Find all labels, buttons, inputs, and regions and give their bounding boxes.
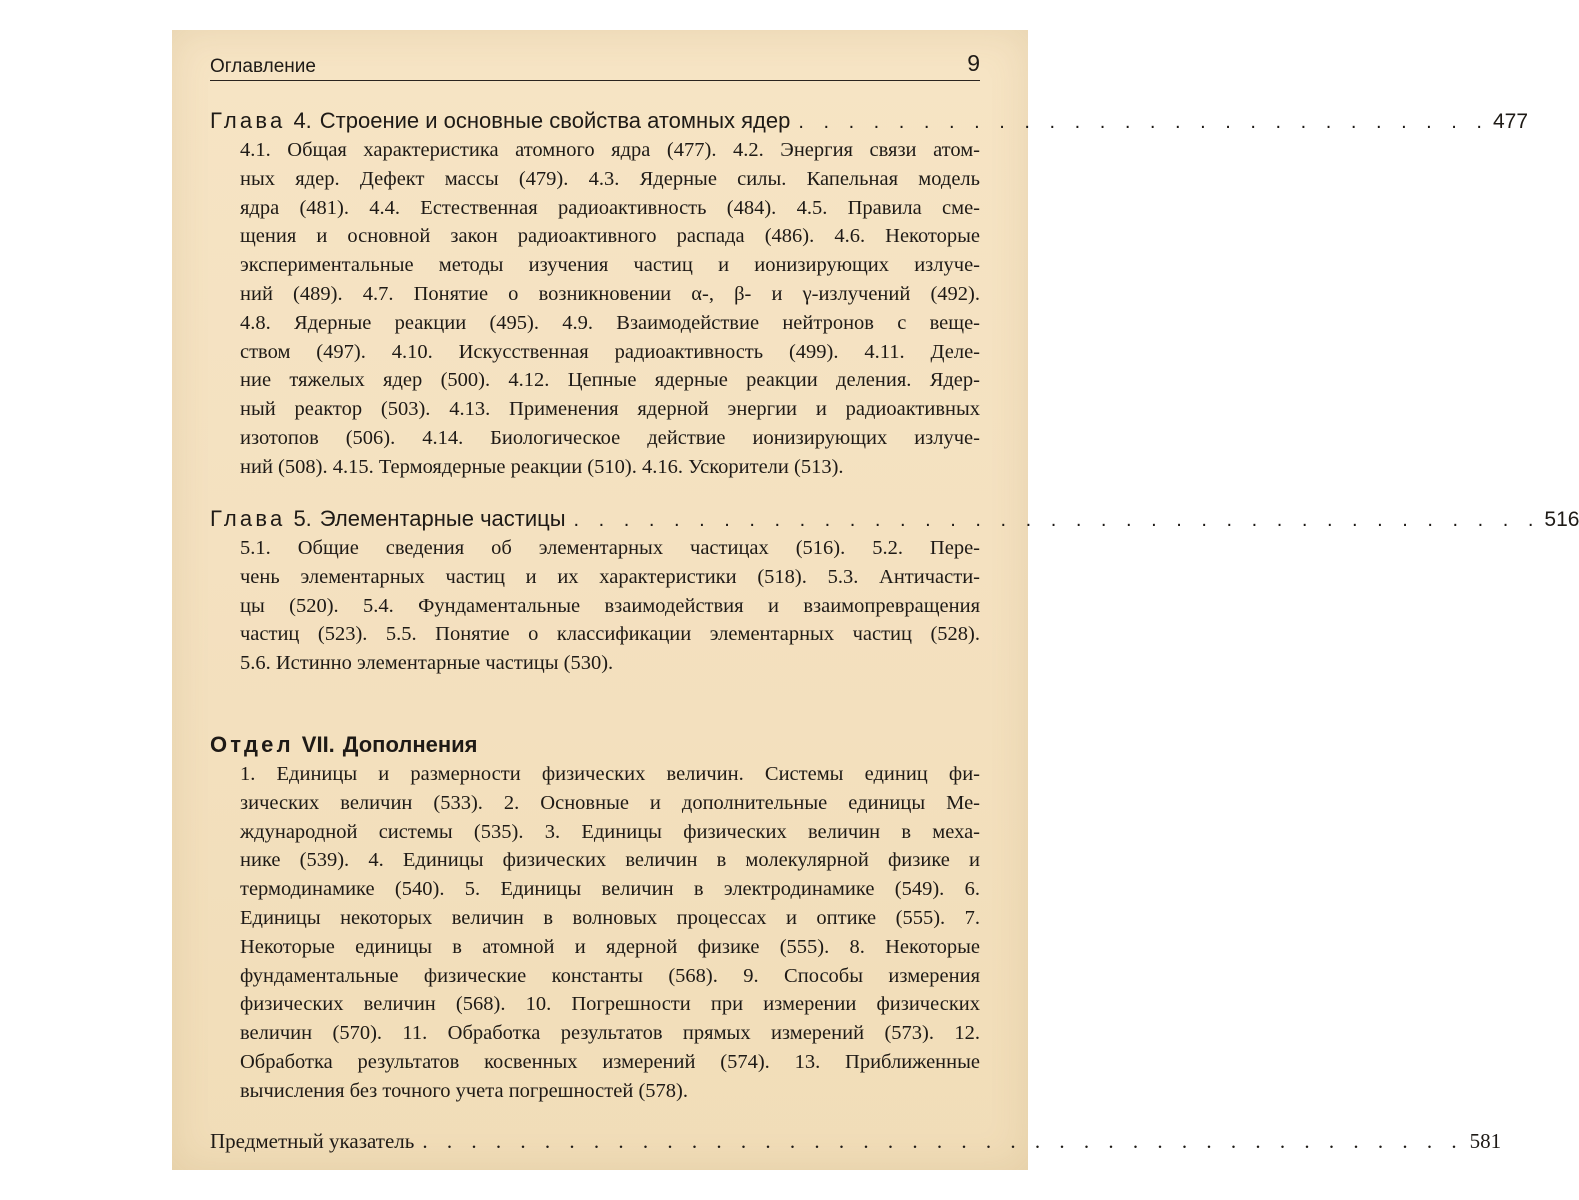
text-line: физических величин (568). 10. Погрешности при измерении физических: [240, 993, 980, 1016]
toc-entry-part-7: [210, 730, 980, 1106]
page-number: 9: [967, 50, 980, 76]
chapter-number: 4.: [293, 108, 312, 133]
text-line: 4.8. Ядерные реакции (495). 4.9. Взаимодействие нейтронов с веще-: [240, 311, 980, 334]
text-line: ждународной системы (535). 3. Единицы физических величин в меха-: [240, 820, 980, 843]
text-line: ством (497). 4.10. Искусственная радиоактивность (499). 4.11. Деле-: [240, 340, 980, 363]
running-head: [210, 48, 980, 81]
part-number: VII.: [301, 732, 335, 757]
chapter-number: 5.: [293, 506, 312, 531]
text-line: ядра (481). 4.4. Естественная радиоактивность (484). 4.5. Правила сме-: [240, 196, 980, 219]
text-line: щения и основной закон радиоактивного распада (486). 4.6. Некоторые: [240, 225, 980, 248]
toc-entry-chapter-4: [210, 106, 1529, 482]
text-line: 5.1. Общие сведения об элементарных частицах (516). 5.2. Пере-: [240, 537, 980, 559]
chapter-title: Элементарные частицы: [319, 506, 566, 531]
text-line: Обработка результатов косвенных измерений (574). 13. Приближенные: [240, 1050, 980, 1073]
text-line: экспериментальные методы изучения частиц и ионизирующих излуче-: [240, 254, 980, 277]
subject-index-page: 581: [1469, 1129, 1502, 1153]
text-line: величин (570). 11. Обработка результатов прямых измерений (573). 12.: [240, 1022, 980, 1045]
text-line: цы (520). 5.4. Фундаментальные взаимодействия и взаимопревращения: [240, 594, 980, 617]
dot-leader: . . . . . . . . . . . . . . . . . . . . . . . . . . . .: [798, 111, 1489, 133]
chapter-label: Глава: [210, 506, 286, 531]
text-line: Некоторые единицы в атомной и ядерной физике (555). 8. Некоторые: [240, 935, 980, 958]
text-line: 1. Единицы и размерности физических величин. Системы единиц фи-: [240, 763, 980, 785]
chapter-page: 516: [1544, 508, 1579, 531]
part-title: Дополнения: [342, 732, 478, 757]
text-line: ных ядер. Дефект массы (479). 4.3. Ядерные силы. Капельная модель: [240, 167, 980, 190]
text-line: вычисления без точного учета погрешностей (578).: [240, 1079, 688, 1102]
text-line: термодинамике (540). 5. Единицы величин в электродинамике (549). 6.: [240, 878, 980, 901]
text-line: зических величин (533). 2. Основные и дополнительные единицы Ме-: [240, 791, 980, 814]
chapter-title: Строение и основные свойства атомных ядер: [319, 108, 791, 133]
text-line: ние тяжелых ядер (500). 4.12. Цепные ядерные реакции деления. Ядер-: [240, 369, 980, 392]
part-7-contents: [240, 760, 980, 1106]
book-page: [172, 30, 1579, 1170]
text-line: изотопов (506). 4.14. Биологическое действие ионизирующих излуче-: [240, 426, 980, 449]
text-line: чень элементарных частиц и их характеристики (518). 5.3. Античасти-: [240, 565, 980, 588]
dot-leader: . . . . . . . . . . . . . . . . . . . . . . . . . . . . . . . . . . . . . . .: [573, 509, 1541, 531]
chapter-label: Глава: [210, 108, 286, 133]
text-line: фундаментальные физические константы (568). 9. Способы измерения: [240, 964, 980, 987]
part-label: Отдел: [210, 732, 294, 757]
chapter-4-heading: [210, 106, 1529, 136]
text-line: Единицы некоторых величин в волновых процессах и оптике (555). 7.: [240, 906, 980, 929]
toc-entry-subject-index: [210, 1126, 1502, 1156]
text-line: ний (508). 4.15. Термоядерные реакции (510). 4.16. Ускорители (513).: [240, 455, 844, 478]
text-line: 5.6. Истинно элементарные частицы (530).: [240, 652, 614, 675]
chapter-4-contents: [240, 136, 980, 482]
text-line: нике (539). 4. Единицы физических величин в молекулярной физике и: [240, 849, 980, 872]
text-line: частиц (523). 5.5. Понятие о классификации элементарных частиц (528).: [240, 623, 980, 646]
part-7-heading: [210, 730, 980, 760]
text-line: 4.1. Общая характеристика атомного ядра (477). 4.2. Энергия связи атом-: [240, 139, 980, 161]
text-line: ний (489). 4.7. Понятие о возникновении α-, β- и γ-излучений (492).: [240, 282, 980, 305]
subject-index-line: [210, 1126, 1502, 1156]
dot-leader: . . . . . . . . . . . . . . . . . . . . . . . . . . . . . . . . . . . . . . . . . . .: [422, 1129, 1464, 1153]
toc-entry-chapter-5: [210, 504, 1579, 678]
subject-index-title: Предметный указатель: [210, 1129, 415, 1153]
chapter-page: 477: [1492, 110, 1529, 133]
chapter-5-contents: [240, 534, 980, 678]
running-head-title: Оглавление: [210, 56, 316, 77]
text-line: ный реактор (503). 4.13. Применения ядерной энергии и радиоактивных: [240, 398, 980, 421]
chapter-5-heading: [210, 504, 1579, 534]
